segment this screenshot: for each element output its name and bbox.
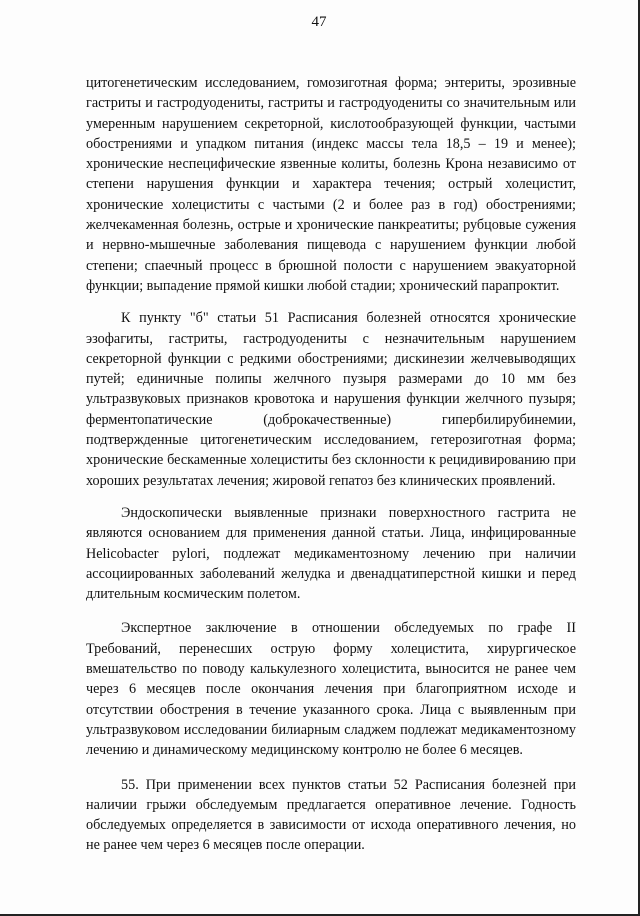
paragraph-expert-conclusion: Экспертное заключение в отношении обследуемых по графе II Требований, перенесших острую форму холецистита, хирургическое вмешательство по поводу калькулезного холецистита, выносится не ранее чем через 6 месяцев после окончания лечения при благоприятном исходе и отсутствии обострения в течение указанного срока. Лица с выявленным при ультразвуковом исследовании билиарным сладжем подлежат медикаментозному лечению и динамическому медицинскому контролю не более 6 месяцев. (86, 620, 576, 759)
paragraph-point-b: К пункту "б" статьи 51 Расписания болезней относятся хронические эзофагиты, гастриты, гастродуодениты с незначительным нарушением секреторной функции с редкими обострениями; дискинезии желчевыводящих путей; единичные полипы желчного пузыря размерами до 10 мм без ультразвуковых признаков кровотока и нарушения функции желчного пузыря; ферментопатические (доброкачественные) гипербилирубинемии, подтвержденные цитогенетическим исследованием, гетерозиготная форма; хронические бескаменные холециститы без склонности к рецидивированию при хороших результатах лечения; жировой гепатоз без клинических проявлений. (86, 310, 576, 489)
paragraph-continuation: цитогенетическим исследованием, гомозиготная форма; энтериты, эрозивные гастриты и гастродуодениты, гастриты и гастродуодениты со значительным или умеренным нарушением секреторной, кислотообразующей функции, частыми обострениями и упадком питания (индекс массы тела 18,5 – 19 и менее); хронические неспецифические язвенные колиты, болезнь Крона независимо от степени нарушения функции и характера течения; острый холецистит, хронические холециститы с частыми (2 и более раз в год) обострениями; желчекаменная болезнь, острые и хронические панкреатиты; рубцовые сужения и нервно-мышечные заболевания пищевода с нарушением функции любой степени; спаечный процесс в брюшной полости с нарушением эвакуаторной функции; выпадение прямой кишки любой стадии; хронический парапроктит. (86, 75, 576, 294)
document-body (86, 73, 576, 856)
page-number: 47 (311, 14, 327, 30)
paragraph-endoscopic: Эндоскопически выявленные признаки поверхностного гастрита не являются основанием для применения данной статьи. Лица, инфицированные Helicobacter pylori, подлежат медикаментозному лечению при наличии ассоциированных заболеваний желудка и двенадцатиперстной кишки и перед длительным космическим полетом. (86, 504, 576, 603)
paragraph-item-55: 55. При применении всех пунктов статьи 52 Расписания болезней при наличии грыжи обследуемым предлагается оперативное лечение. Годность обследуемых определяется в зависимости от исхода оперативного лечения, но не ранее чем через 6 месяцев после операции. (86, 776, 576, 854)
